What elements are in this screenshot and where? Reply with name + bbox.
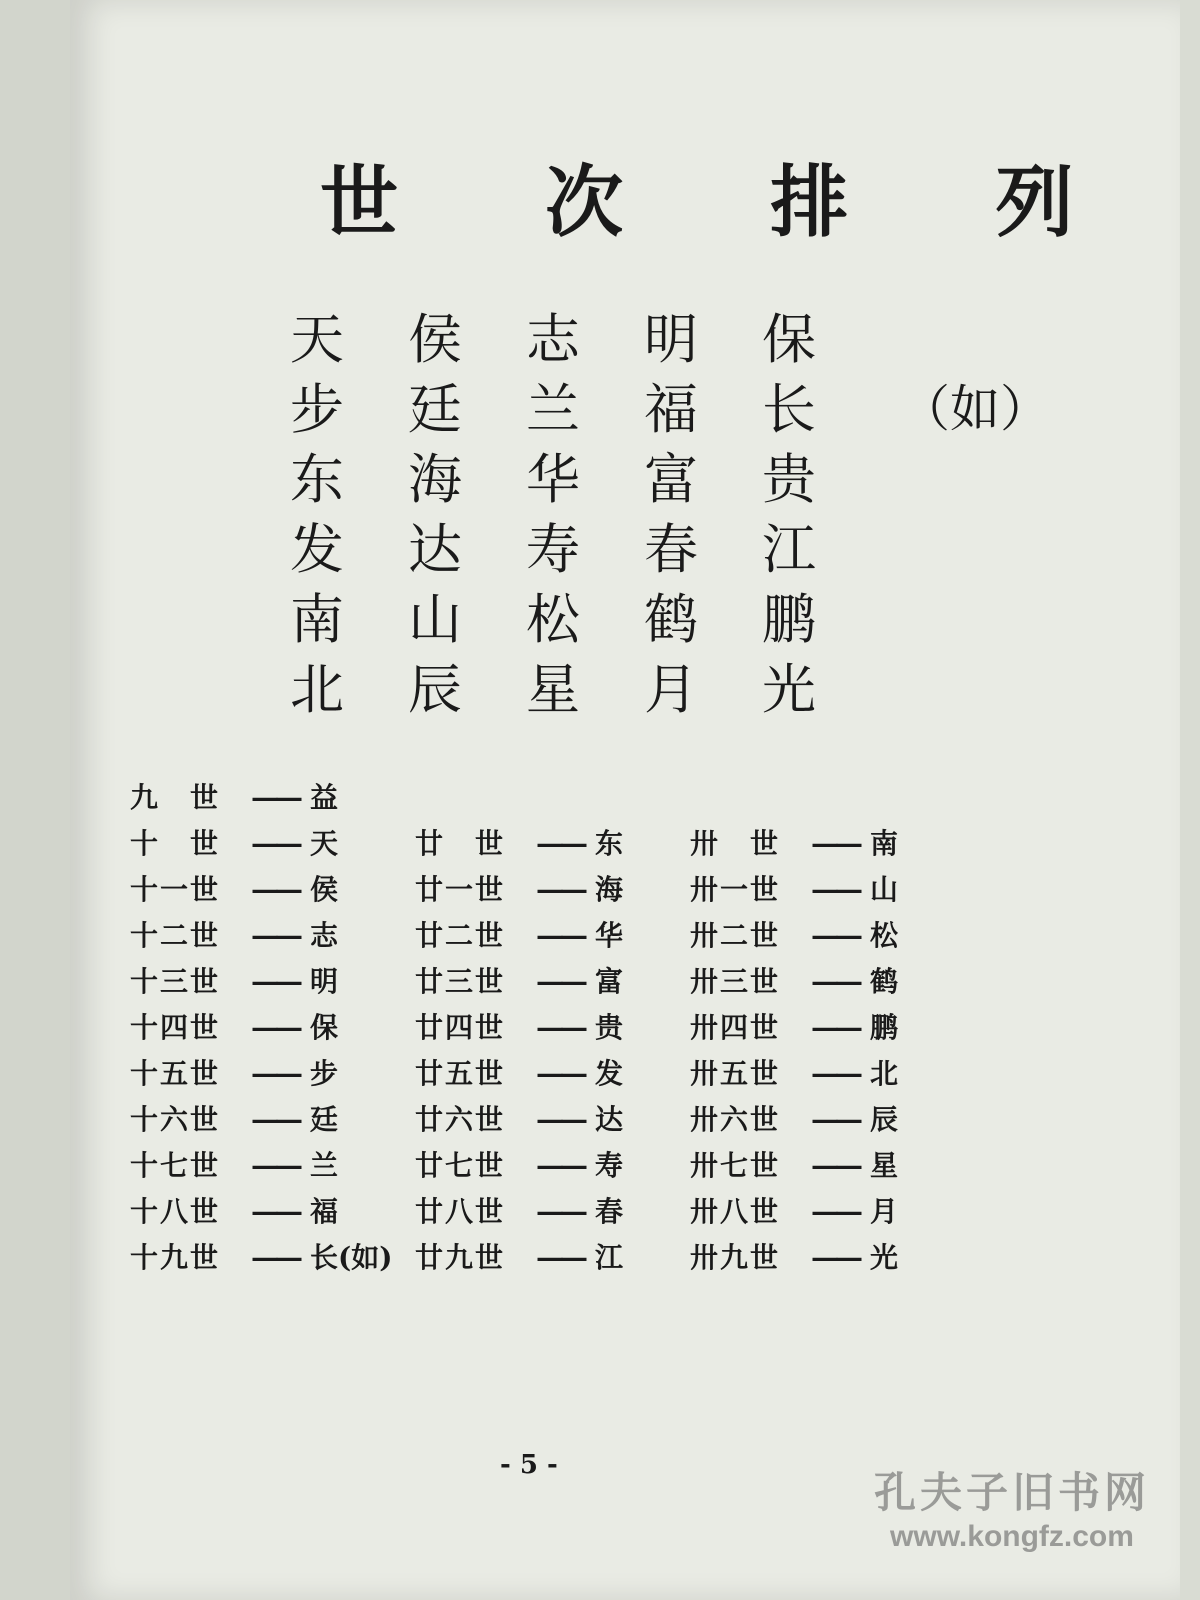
generation-char: 星 [870, 1149, 899, 1182]
poem-char: 侯 [408, 307, 462, 371]
generation-label: 廿 世 [415, 827, 506, 860]
dash-separator: —— [251, 1149, 299, 1182]
dash-separator: —— [811, 965, 859, 998]
dash-separator: —— [811, 1195, 859, 1228]
poem-row [290, 510, 1050, 580]
generation-row [415, 821, 623, 867]
generation-list-col1 [130, 775, 393, 1281]
generation-label: 卅六世 [690, 1103, 781, 1136]
generation-label: 卅八世 [690, 1195, 781, 1228]
generation-char: 长(如) [310, 1241, 393, 1274]
poem-char: 达 [408, 517, 462, 581]
dash-separator: —— [536, 873, 584, 906]
generation-label: 十二世 [130, 919, 221, 952]
generation-label: 十七世 [130, 1149, 221, 1182]
generation-char: 寿 [595, 1149, 624, 1182]
generation-char: 廷 [310, 1103, 339, 1136]
poem-char: 福 [644, 377, 698, 441]
generation-label: 廿三世 [415, 965, 506, 998]
generation-row [130, 959, 393, 1005]
dash-separator: —— [811, 873, 859, 906]
generation-row [130, 913, 393, 959]
generation-char: 海 [595, 873, 624, 906]
poem-char: 辰 [408, 657, 462, 721]
generation-row [130, 1097, 393, 1143]
watermark-name: 孔夫子旧书网 [873, 1468, 1150, 1517]
dash-separator: —— [251, 1103, 299, 1136]
poem-char: 松 [526, 587, 580, 651]
generation-char: 步 [310, 1057, 339, 1090]
generation-label: 廿五世 [415, 1057, 506, 1090]
generation-char: 月 [870, 1195, 899, 1228]
generation-row [690, 1097, 898, 1143]
generation-label: 卅九世 [690, 1241, 781, 1274]
generation-char: 福 [310, 1195, 339, 1228]
generation-row [690, 913, 898, 959]
generation-char: 华 [595, 919, 624, 952]
generation-label: 十八世 [130, 1195, 221, 1228]
dash-separator: —— [251, 1057, 299, 1090]
generation-char: 山 [870, 873, 899, 906]
dash-separator: —— [251, 1011, 299, 1044]
poem-char: 东 [290, 447, 344, 511]
generation-row [130, 821, 393, 867]
poem-char: 廷 [408, 377, 462, 441]
poem-char: 山 [408, 587, 462, 651]
dash-separator: —— [536, 1241, 584, 1274]
generation-label: 十一世 [130, 873, 221, 906]
generation-label: 廿一世 [415, 873, 506, 906]
generation-label: 卅四世 [690, 1011, 781, 1044]
poem-note: （如） [900, 380, 1050, 438]
poem-char: 星 [526, 657, 580, 721]
generation-char: 保 [310, 1011, 339, 1044]
generation-char: 辰 [870, 1103, 899, 1136]
generation-label: 廿二世 [415, 919, 506, 952]
generation-char: 达 [595, 1103, 624, 1136]
generation-row [415, 1143, 623, 1189]
generation-char: 南 [870, 827, 899, 860]
watermark [874, 1460, 1150, 1554]
dash-separator: —— [536, 919, 584, 952]
poem-char: 华 [526, 447, 580, 511]
poem-char: 发 [290, 517, 344, 581]
generation-char: 鹏 [870, 1011, 899, 1044]
poem-char: 江 [762, 517, 816, 581]
poem-char: 天 [290, 307, 344, 371]
generation-char: 东 [595, 827, 624, 860]
poem-char: 长 [762, 377, 816, 441]
adjacent-page-edge [0, 0, 70, 1600]
poem-char: 保 [762, 307, 816, 371]
dash-separator: —— [251, 1241, 299, 1274]
generation-char: 富 [595, 965, 624, 998]
generation-char: 江 [595, 1241, 624, 1274]
poem-char: 北 [290, 657, 344, 721]
generation-row [690, 1005, 898, 1051]
dash-separator: —— [251, 873, 299, 906]
dash-separator: —— [811, 1057, 859, 1090]
poem-char: 富 [644, 447, 698, 511]
generation-label: 卅五世 [690, 1057, 781, 1090]
generation-list-col2 [415, 821, 623, 1281]
generation-char: 天 [310, 827, 339, 860]
generation-row [415, 913, 623, 959]
watermark-url: www.kongfz.com [890, 1520, 1134, 1553]
generation-row [130, 775, 393, 821]
poem-char: 海 [408, 447, 462, 511]
poem-row [290, 580, 1050, 650]
poem-char: 贵 [762, 447, 816, 511]
dash-separator: —— [536, 1195, 584, 1228]
dash-separator: —— [811, 1149, 859, 1182]
dash-separator: —— [536, 1103, 584, 1136]
generation-label: 卅 世 [690, 827, 781, 860]
generation-label: 十三世 [130, 965, 221, 998]
generation-row [130, 1235, 393, 1281]
generation-row [690, 1235, 898, 1281]
dash-separator: —— [251, 919, 299, 952]
generation-row [130, 1051, 393, 1097]
generation-char: 松 [870, 919, 899, 952]
poem-char: 鹏 [762, 587, 816, 651]
generation-row [690, 1051, 898, 1097]
generation-label: 廿九世 [415, 1241, 506, 1274]
generation-row [415, 1235, 623, 1281]
poem-char: 鹤 [644, 587, 698, 651]
poem-row [290, 300, 1050, 370]
generation-label: 廿七世 [415, 1149, 506, 1182]
poem-char: 兰 [526, 377, 580, 441]
generation-label: 十四世 [130, 1011, 221, 1044]
generation-row [415, 1051, 623, 1097]
dash-separator: —— [251, 1195, 299, 1228]
poem-char: 月 [644, 657, 698, 721]
generation-char: 北 [870, 1057, 899, 1090]
generation-row [690, 821, 898, 867]
generation-row [415, 1189, 623, 1235]
poem-char: 志 [526, 307, 580, 371]
dash-separator: —— [251, 965, 299, 998]
generation-label: 廿四世 [415, 1011, 506, 1044]
dash-separator: —— [536, 827, 584, 860]
generation-row [415, 867, 623, 913]
dash-separator: —— [811, 1103, 859, 1136]
dash-separator: —— [536, 1057, 584, 1090]
generation-poem [290, 300, 1050, 720]
poem-char: 春 [644, 517, 698, 581]
generation-char: 益 [310, 781, 339, 814]
generation-row [690, 959, 898, 1005]
page-title: 世 次 排 列 [320, 157, 1134, 248]
generation-char: 兰 [310, 1149, 339, 1182]
poem-row [290, 650, 1050, 720]
poem-char: 步 [290, 377, 344, 441]
generation-label: 十九世 [130, 1241, 221, 1274]
generation-label: 卅二世 [690, 919, 781, 952]
generation-row [130, 1143, 393, 1189]
poem-char: 光 [762, 657, 816, 721]
dash-separator: —— [251, 781, 299, 814]
dash-separator: —— [811, 919, 859, 952]
generation-row [690, 1189, 898, 1235]
generation-char: 侯 [310, 873, 339, 906]
generation-label: 卅一世 [690, 873, 781, 906]
generation-row [415, 1097, 623, 1143]
generation-char: 贵 [595, 1011, 624, 1044]
dash-separator: —— [536, 1149, 584, 1182]
poem-char: 寿 [526, 517, 580, 581]
dash-separator: —— [811, 1241, 859, 1274]
generation-label: 廿六世 [415, 1103, 506, 1136]
generation-label: 十五世 [130, 1057, 221, 1090]
dash-separator: —— [536, 1011, 584, 1044]
page-number: - 5 - [500, 1450, 558, 1480]
generation-label: 卅七世 [690, 1149, 781, 1182]
generation-row [690, 1143, 898, 1189]
generation-row [415, 1005, 623, 1051]
generation-row [130, 1189, 393, 1235]
generation-row [415, 959, 623, 1005]
poem-char: 南 [290, 587, 344, 651]
poem-row [290, 370, 1050, 440]
generation-row [130, 1005, 393, 1051]
dash-separator: —— [536, 965, 584, 998]
generation-row [690, 867, 898, 913]
generation-label: 九 世 [130, 781, 221, 814]
generation-label: 廿八世 [415, 1195, 506, 1228]
generation-label: 十 世 [130, 827, 221, 860]
poem-char: 明 [644, 307, 698, 371]
dash-separator: —— [811, 827, 859, 860]
generation-label: 卅三世 [690, 965, 781, 998]
generation-char: 志 [310, 919, 339, 952]
generation-label: 十六世 [130, 1103, 221, 1136]
generation-list-col3 [690, 821, 898, 1281]
generation-char: 发 [595, 1057, 624, 1090]
dash-separator: —— [811, 1011, 859, 1044]
generation-char: 春 [595, 1195, 624, 1228]
generation-char: 光 [870, 1241, 899, 1274]
generation-char: 明 [310, 965, 339, 998]
generation-char: 鹤 [870, 965, 899, 998]
dash-separator: —— [251, 827, 299, 860]
generation-row [130, 867, 393, 913]
poem-row [290, 440, 1050, 510]
